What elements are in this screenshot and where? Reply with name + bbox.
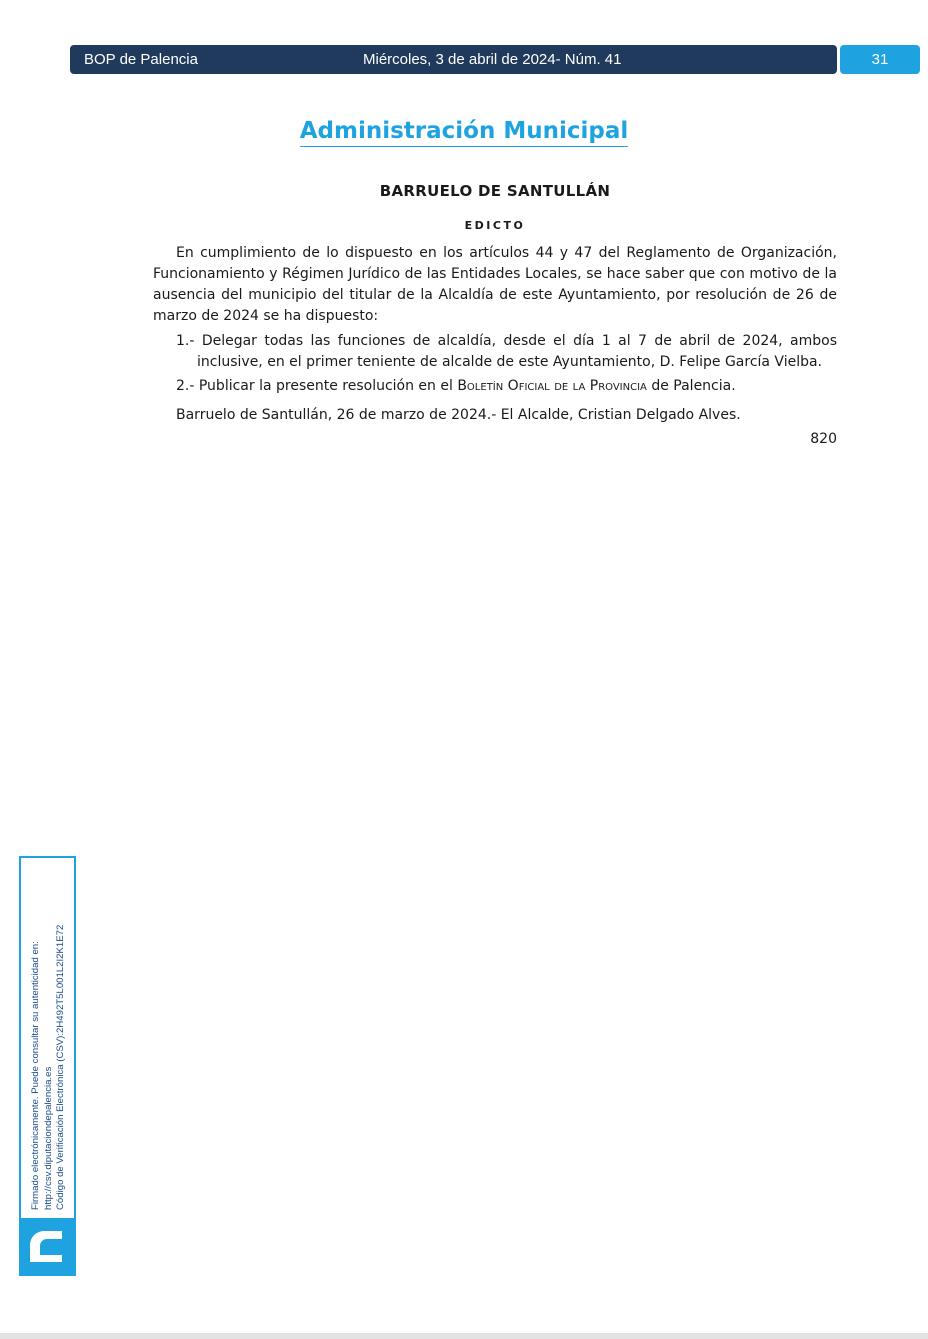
reference-number: 820 [810,431,837,447]
municipality-heading: BARRUELO DE SANTULLÁN [379,182,611,200]
section-title [0,118,928,144]
stamp-line-1: Firmado electrónicamente. Puede consultar su autenticidad en: [30,941,41,1210]
page-number: 31 [840,45,920,74]
page-bottom-edge [0,1333,928,1339]
item2-prefix: 2.- Publicar la presente resolución en el [176,378,458,394]
list-item [153,376,837,397]
bulletin-name: Boletín Oficial de la Provincia [457,378,647,394]
issue-date-number: Miércoles, 3 de abril de 2024- Núm. 41 [363,51,622,68]
section-title-text: Administración Municipal [300,118,629,147]
list-item: 1.- Delegar todas las funciones de alcaldía, desde el día 1 al 7 de abril de 2024, ambos inclusive, en el primer teniente de alcalde de este Ayuntamiento, D. Felipe García Vielba. [176,333,837,370]
verification-stamp-text [30,870,68,1210]
intro-paragraph: En cumplimiento de lo dispuesto en los artículos 44 y 47 del Reglamento de Organización, Funcionamiento y Régimen Jurídico de las Entidades Locales, se hace saber que con motivo de la ausencia del municipio del titular de la Alcaldía de este Ayuntamiento, por resolución de 26 de marzo de 2024 se ha dispuesto: [153,245,837,324]
stamp-line-3: Código de Verificación Electrónica (CSV):2H492T5L001L2I2K1E72 [55,924,66,1210]
stamp-url-link[interactable]: http://csv.diputaciondepalencia.es [42,1066,54,1210]
document-type: EDICTO [464,219,526,232]
edict-body [153,243,837,450]
item2-suffix: de Palencia. [646,378,736,394]
publication-name: BOP de Palencia [84,51,198,68]
header-bar [70,45,837,74]
diputacion-c-logo-icon [19,1218,76,1276]
signature-line: Barruelo de Santullán, 26 de marzo de 2024.- El Alcalde, Cristian Delgado Alves. [176,407,741,423]
